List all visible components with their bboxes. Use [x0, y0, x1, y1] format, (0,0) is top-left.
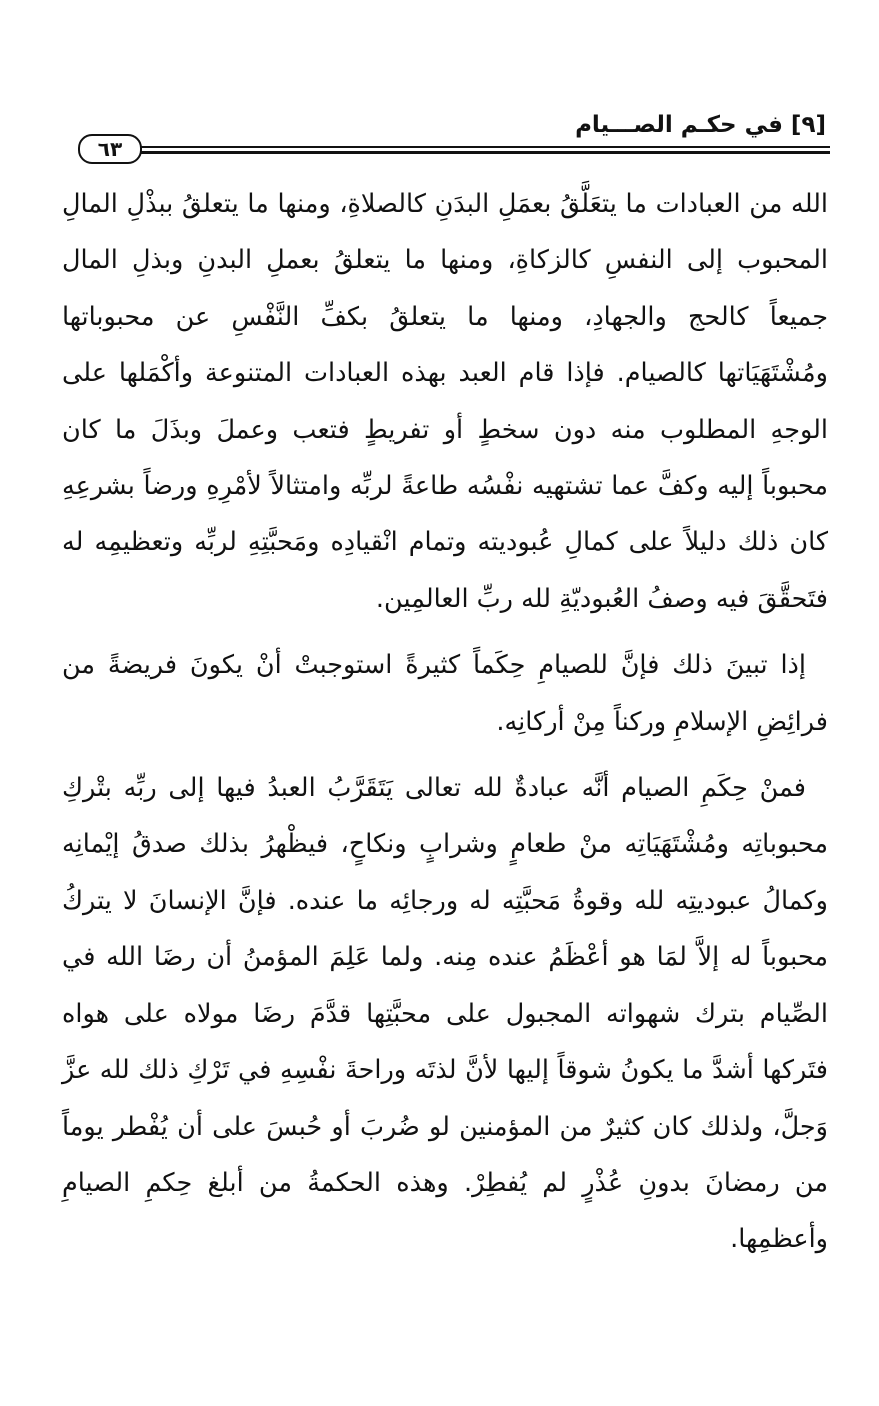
page-header [78, 110, 830, 162]
paragraph-3: فمنْ حِكَمِ الصيام أنَّه عبادةٌ لله تعالى يَتَقَرَّبُ العبدُ فيها إلى ربِّه بتْركِ محبوباتِه ومُشْتَهَيَاتِه منْ طعامٍ وشرابٍ ونكاحٍ، فيظْهرُ بذلك صدقُ إيْمانِه وكمالُ عبوديتِه لله وقوةُ مَحبَّتِه له ورجائِه ما عنده. فإنَّ الإنسانَ لا يتركُ محبوباً له إلاَّ لمَا هو أعْظَمُ عنده مِنه. ولما عَلِمَ المؤمنُ أن رضَا الله في الصِّيام بترك شهواته المجبول على محبَّتِها قدَّمَ رضَا مولاه على هواه فتَركها أشدَّ ما يكونُ شوقاً إليها لأنَّ لذتَه وراحةَ نفْسِهِ في تَرْكِ ذلك لله عزَّ وَجلَّ، ولذلك كان كثيرٌ من المؤمنين لو ضُربَ أو حُبسَ على أن يُفْطر يوماً من رمضانَ بدونِ عُذْرٍ لم يُفطِرْ. وهذه الحكمةُ من أبلغ حِكمِ الصيامِ وأعظمِها. [62, 773, 828, 1255]
paragraph-2: إذا تبينَ ذلك فإنَّ للصيامِ حِكَماً كثيرةً استوجبتْ أنْ يكونَ فريضةً من فرائِضِ الإسلامِ وركناً مِنْ أركانِه. [62, 650, 828, 737]
chapter-title: [٩] في حكـم الصـــيام [575, 112, 826, 138]
paragraph-1: الله من العبادات ما يتعَلَّقُ بعمَلِ البدَنِ كالصلاةِ، ومنها ما يتعلقُ ببذْلِ المالِ المحبوب إلى النفسِ كالزكاةِ، ومنها ما يتعلقُ بعملِ البدنِ وبذلِ المال جميعاً كالحج والجهادِ، ومنها ما يتعلقُ بكفِّ النَّفْسِ عن محبوباتها ومُشْتَهَيَاتها كالصيام. فإذا قام العبد بهذه العبادات المتنوعة وأكْمَلها على الوجهِ المطلوب منه دون سخطٍ أو تفريطٍ فتعب وعملَ وبذَلَ ما كان محبوباً إليه وكفَّ عما تشتهيه نفْسُه طاعةً لربِّه وامتثالاً لأمْرِهِ ورضاً بشرعِهِ كان ذلك دليلاً على كمالِ عُبوديته وتمام انْقيادِه ومَحبَّتِهِ لربِّه وتعظيمِه له فتَحقَّقَ فيه وصفُ العُبوديّةِ لله ربِّ العالمِين. [62, 189, 828, 614]
page-number: ٦٣ [78, 134, 142, 164]
header-rule [136, 146, 830, 148]
header-rule-double [136, 151, 830, 154]
body-text [62, 176, 828, 1268]
